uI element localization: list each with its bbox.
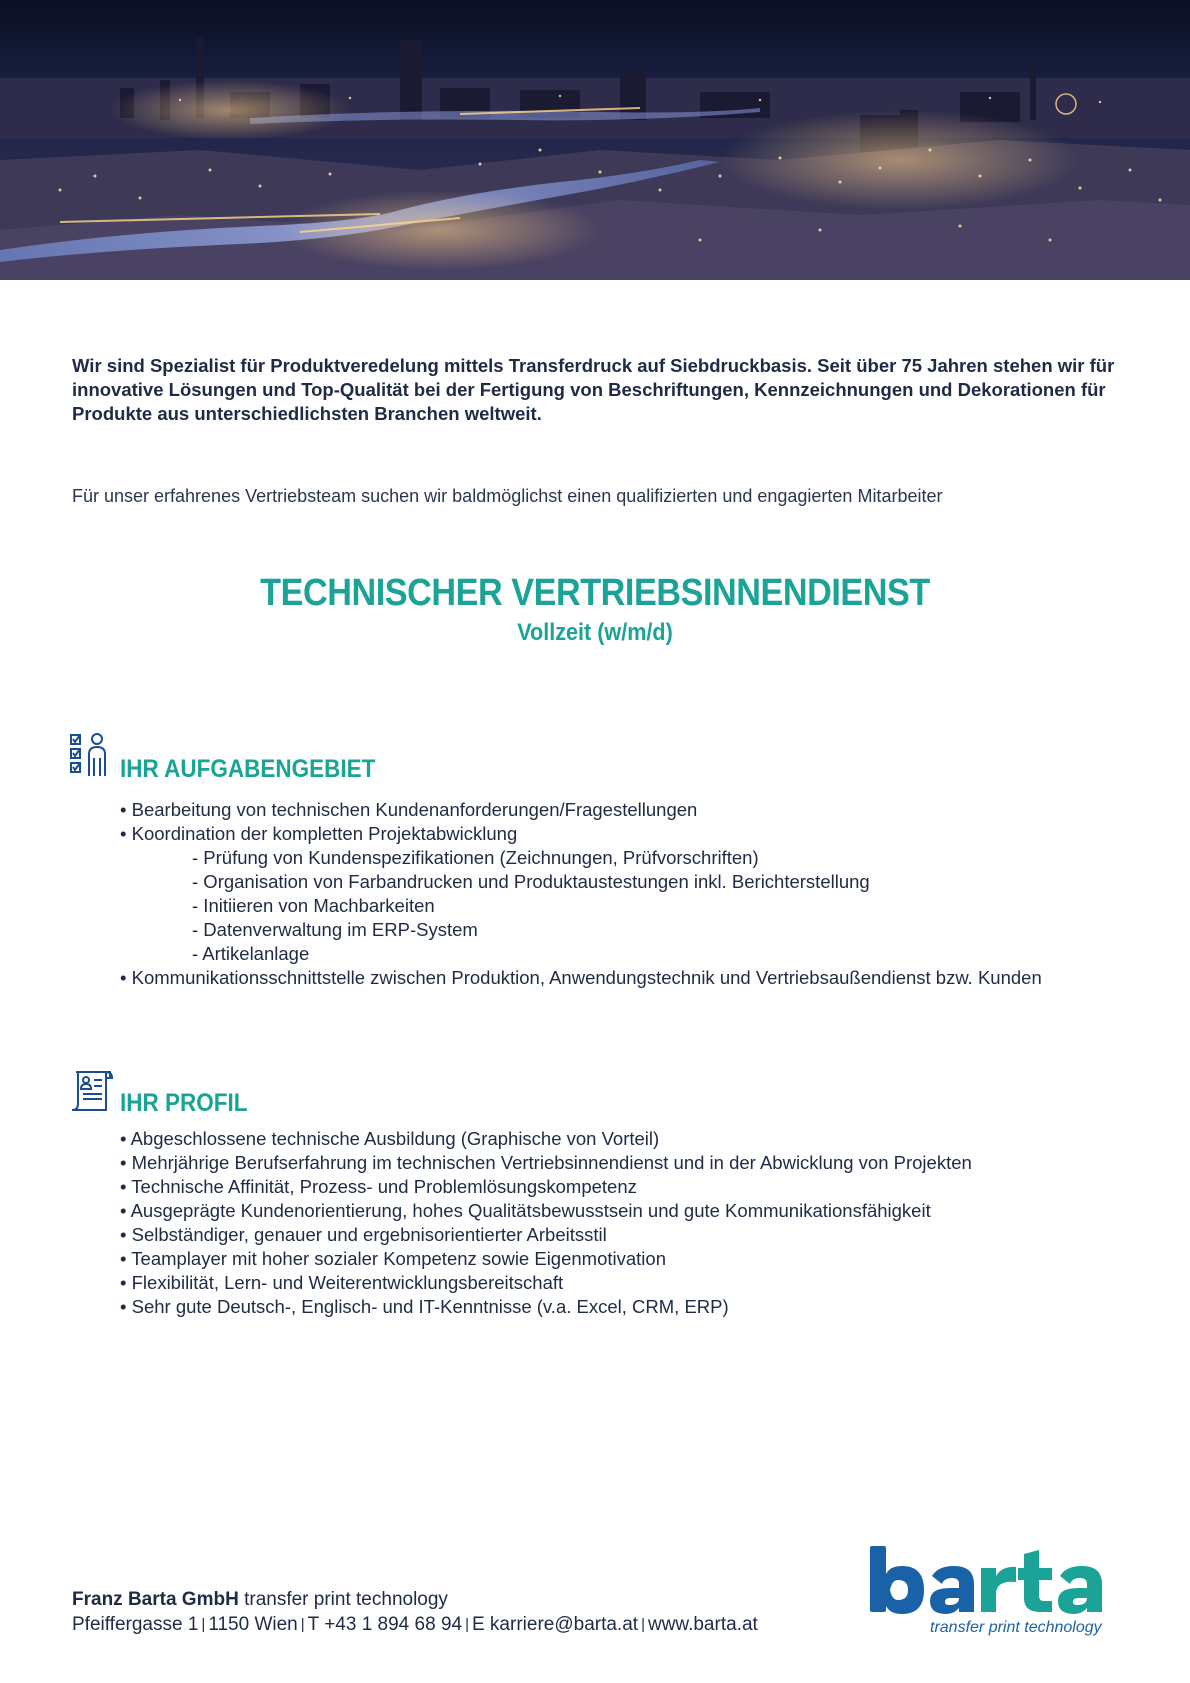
- resume-document-icon: [68, 1066, 118, 1116]
- list-item: • Mehrjährige Berufserfahrung im technischen Vertriebsinnendienst und in der Abwicklung von Projekten: [120, 1152, 972, 1173]
- separator: |: [465, 1616, 469, 1633]
- barta-logo: [866, 1540, 1126, 1640]
- company-suffix: transfer print technology: [244, 1589, 448, 1610]
- list-item: • Kommunikationsschnittstelle zwischen Produktion, Anwendungstechnik und Vertriebsaußendienst bzw. Kunden: [120, 967, 1042, 988]
- checklist-person-icon: [68, 732, 118, 782]
- list-item: • Flexibilität, Lern- und Weiterentwicklungsbereitschaft: [120, 1272, 564, 1293]
- list-item: • Sehr gute Deutsch-, Englisch- und IT-Kenntnisse (v.a. Excel, CRM, ERP): [120, 1296, 729, 1317]
- website-link[interactable]: www.barta.at: [647, 1614, 758, 1635]
- email-link[interactable]: E karriere@barta.at: [471, 1614, 639, 1635]
- night-cityscape-icon: [0, 0, 1190, 280]
- logo-tagline: transfer print technology: [930, 1619, 1102, 1636]
- footer-address-line: [72, 1612, 758, 1638]
- profile-list: [120, 1127, 972, 1319]
- list-item: • Bearbeitung von technischen Kundenanforderungen/Fragestellungen: [120, 799, 698, 820]
- list-subitem: - Prüfung von Kundenspezifikationen (Zeichnungen, Prüfvorschriften): [192, 847, 759, 868]
- footer-company-line: [72, 1587, 758, 1612]
- separator: |: [641, 1616, 645, 1633]
- list-item: • Koordination der kompletten Projektabwicklung: [120, 823, 518, 844]
- list-subitem: - Initiieren von Machbarkeiten: [192, 895, 435, 916]
- list-subitem: - Artikelanlage: [192, 943, 310, 964]
- city: 1150 Wien: [208, 1614, 298, 1635]
- list-item: • Teamplayer mit hoher sozialer Kompetenz sowie Eigenmotivation: [120, 1248, 666, 1269]
- profile-section-title: IHR PROFIL: [120, 1089, 248, 1117]
- job-lead-text: Für unser erfahrenes Vertriebsteam suchen wir baldmöglichst einen qualifizierten und engagierten Mitarbeiter: [72, 486, 943, 506]
- list-item: • Technische Affinität, Prozess- und Problemlösungskompetenz: [120, 1176, 637, 1197]
- list-subitem: - Organisation von Farbandrucken und Produktaustestungen inkl. Berichterstellung: [192, 871, 870, 892]
- street-address: Pfeiffergasse 1: [72, 1614, 199, 1635]
- job-title: TECHNISCHER VERTRIEBSINNENDIENST: [260, 572, 930, 614]
- job-subtitle: Vollzeit (w/m/d): [517, 619, 673, 646]
- tasks-list: [120, 798, 1042, 990]
- company-intro: Wir sind Spezialist für Produktveredelung mittels Transferdruck auf Siebdruckbasis. Seit über 75 Jahren stehen wir für innovative Lösungen und Top-Qualität bei der Fertigung von Beschriftungen, Kennzeichnungen und Dekorationen für Produkte aus unterschiedlichsten Branchen weltweit.: [72, 355, 1115, 424]
- tasks-section-title: IHR AUFGABENGEBIET: [120, 755, 376, 783]
- list-item: • Abgeschlossene technische Ausbildung (Graphische von Vorteil): [120, 1128, 660, 1149]
- hero-cityscape-image: [0, 0, 1190, 280]
- phone-number[interactable]: T +43 1 894 68 94: [307, 1614, 463, 1635]
- list-subitem: - Datenverwaltung im ERP-System: [192, 919, 478, 940]
- barta-logo-wordmark: [866, 1540, 1126, 1620]
- list-item: • Selbständiger, genauer und ergebnisorientierter Arbeitsstil: [120, 1224, 607, 1245]
- separator: |: [201, 1616, 206, 1633]
- separator: |: [300, 1616, 305, 1633]
- profile-section-header: [68, 1066, 262, 1116]
- footer-contact: [72, 1587, 758, 1638]
- company-name: Franz Barta GmbH: [72, 1589, 239, 1610]
- list-item: • Ausgeprägte Kundenorientierung, hohes Qualitätsbewusstsein und gute Kommunikationsfähigkeit: [120, 1200, 931, 1221]
- tasks-section-header: [68, 732, 404, 782]
